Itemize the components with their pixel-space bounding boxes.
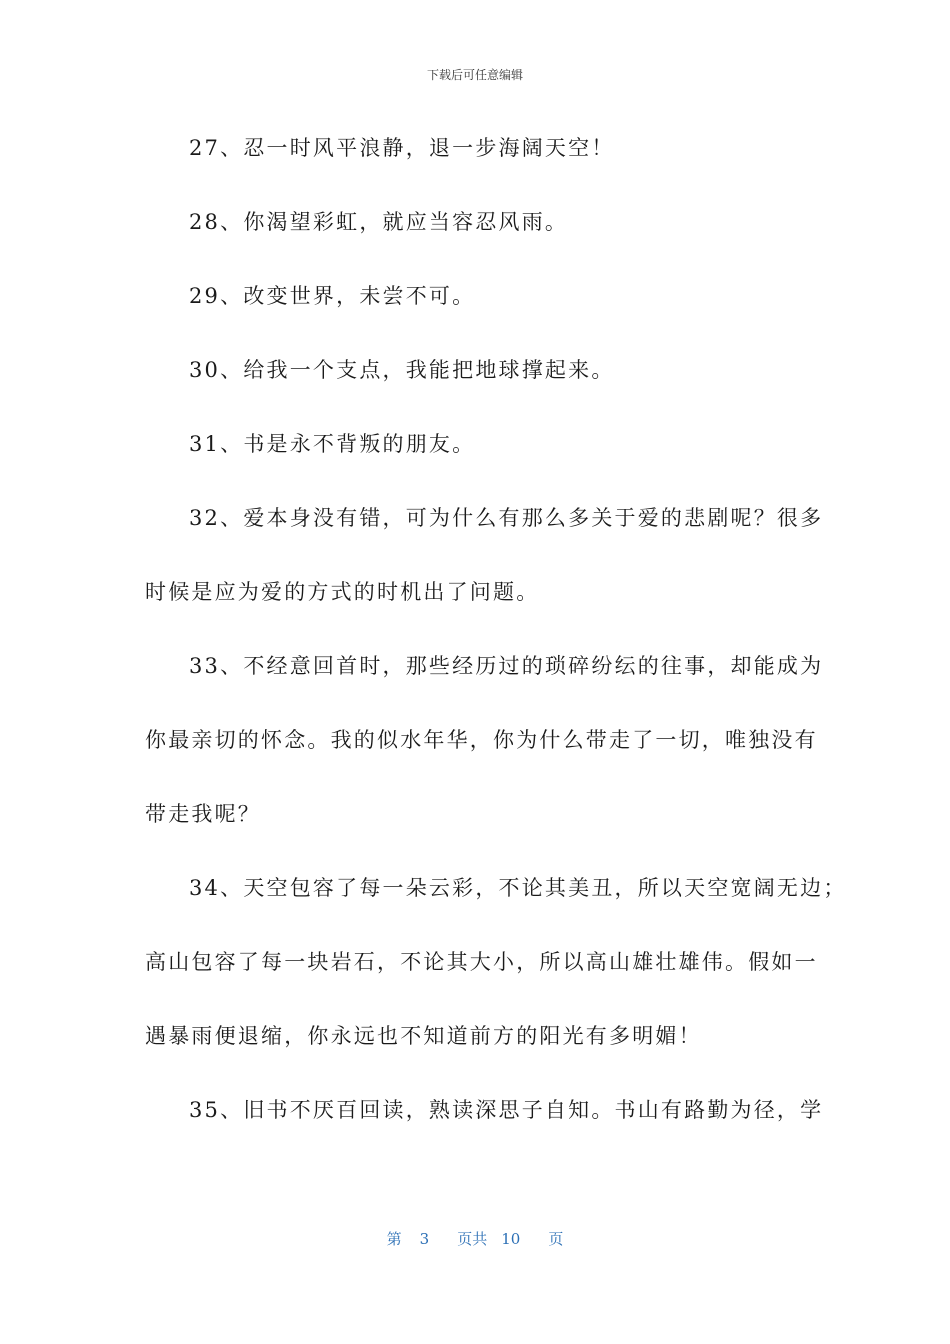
text-line: 27、忍一时风平浪静，退一步海阔天空！ — [189, 136, 615, 160]
text-line: 30、给我一个支点，我能把地球撑起来。 — [189, 358, 615, 382]
page-header: 下载后可任意编辑 — [426, 68, 523, 82]
current-page-number: 3 — [419, 1230, 430, 1248]
page-footer — [0, 1228, 950, 1249]
text-line: 带走我呢？ — [145, 802, 261, 826]
text-line: 35、旧书不厌百回读，熟读深思子自知。书山有路勤为径，学 — [189, 1098, 824, 1122]
total-pages-number: 10 — [501, 1230, 521, 1248]
text-line: 33、不经意回首时，那些经历过的琐碎纷纭的往事，却能成为 — [189, 654, 824, 678]
document-body — [145, 128, 847, 1164]
footer-prefix: 第 — [386, 1230, 402, 1248]
text-line: 32、爱本身没有错，可为什么有那么多关于爱的悲剧呢？很多 — [189, 506, 824, 530]
footer-suffix: 页 — [548, 1230, 564, 1248]
text-line: 时候是应为爱的方式的时机出了问题。 — [145, 580, 540, 604]
text-line: 29、改变世界，未尝不可。 — [189, 284, 476, 308]
text-lines — [145, 128, 847, 1164]
text-line: 34、天空包容了每一朵云彩，不论其美丑，所以天空宽阔无边； — [189, 876, 847, 900]
footer-mid: 页共 — [457, 1230, 488, 1248]
text-line: 31、书是永不背叛的朋友。 — [189, 432, 476, 456]
text-line: 28、你渴望彩虹，就应当容忍风雨。 — [189, 210, 569, 234]
text-line: 遇暴雨便退缩，你永远也不知道前方的阳光有多明媚！ — [145, 1024, 702, 1048]
text-line: 高山包容了每一块岩石，不论其大小，所以高山雄壮雄伟。假如一 — [145, 950, 818, 974]
text-line: 你最亲切的怀念。我的似水年华，你为什么带走了一切，唯独没有 — [145, 728, 818, 752]
